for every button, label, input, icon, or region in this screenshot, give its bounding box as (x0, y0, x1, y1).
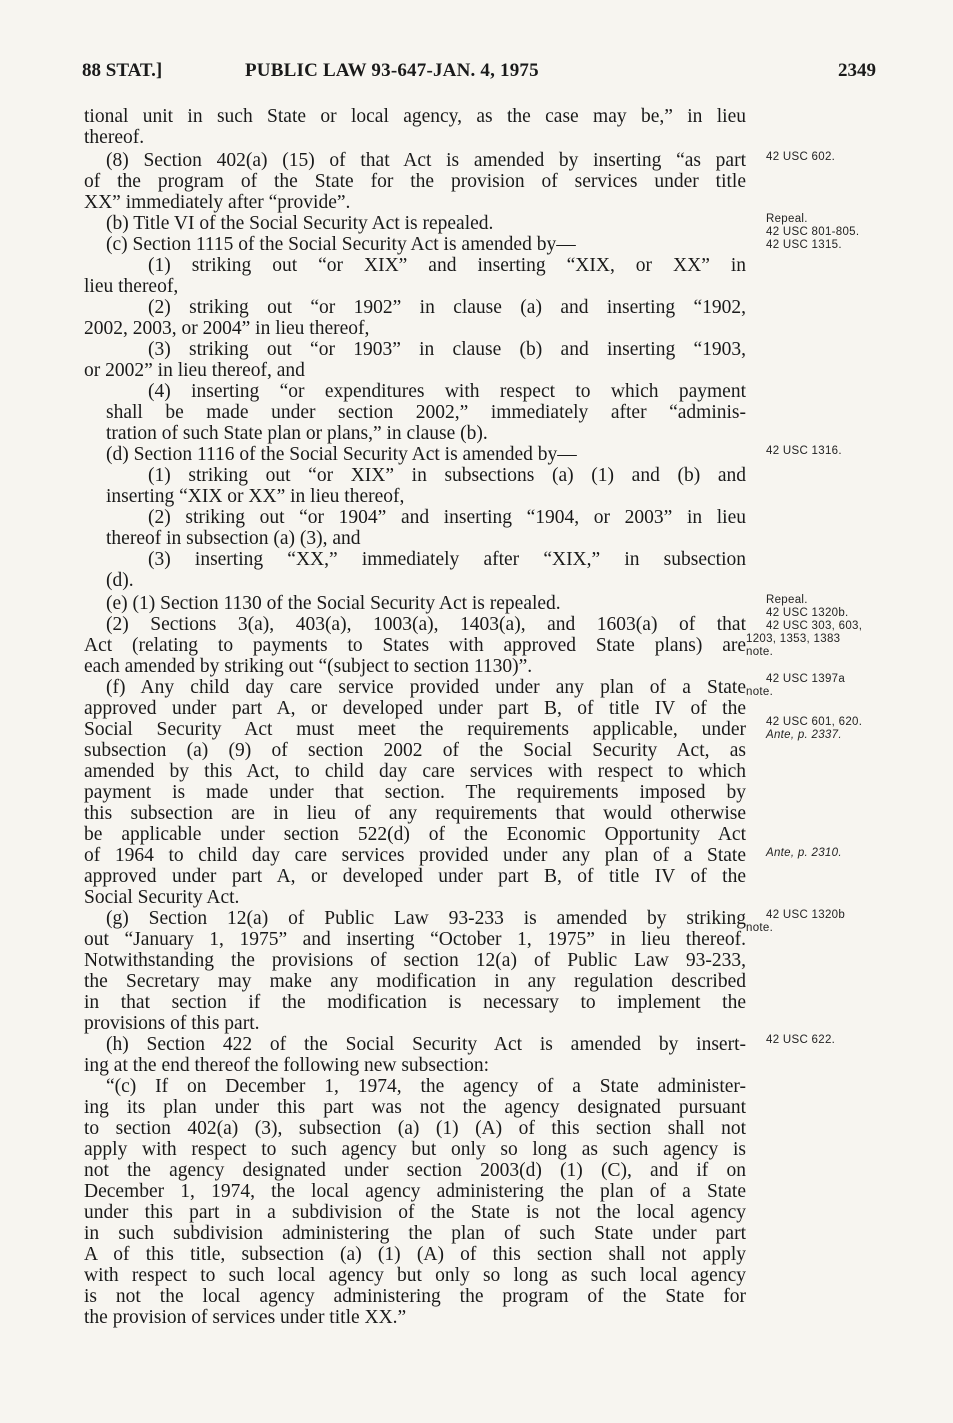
margin-note-line: Repeal. (766, 594, 808, 606)
text-line: this subsection are in lieu of any requirements that would otherwise (84, 803, 746, 824)
text-line: is not the local agency administering the program of the State for (84, 1286, 746, 1307)
text-line: Social Security Act. (84, 887, 240, 908)
text-line: out “January 1, 1975” and inserting “October 1, 1975” in lieu thereof. (84, 929, 746, 950)
margin-note-line: note. (746, 686, 774, 698)
margin-note-line: note. (746, 646, 774, 658)
margin-note (766, 213, 946, 252)
text-line: (c) Section 1115 of the Social Security Act is amended by— (106, 234, 576, 255)
text-line: (b) Title VI of the Social Security Act is repealed. (106, 213, 494, 234)
margin-note-line: 42 USC 622. (766, 1034, 836, 1046)
text-line: ing at the end thereof the following new subsection: (84, 1055, 490, 1076)
text-line: be applicable under section 522(d) of the Economic Opportunity Act (84, 824, 746, 845)
margin-note (766, 1034, 946, 1047)
text-line: thereof. (84, 127, 145, 148)
text-line: amended by this Act, to child day care services with respect to which (84, 761, 746, 782)
text-line: (3) striking out “or 1903” in clause (b) and inserting “1903, (148, 339, 746, 360)
text-line: in such subdivision administering the plan of such State under part (84, 1223, 746, 1244)
text-line: lieu thereof, (84, 276, 179, 297)
text-line: (h) Section 422 of the Social Security Act is amended by insert- (106, 1034, 746, 1055)
page-number: 2349 (838, 60, 876, 81)
text-line: (g) Section 12(a) of Public Law 93-233 is amended by striking (106, 908, 746, 929)
margin-note-line: Ante, p. 2337. (766, 729, 842, 741)
text-line: apply with respect to such agency but only so long as such agency is (84, 1139, 746, 1160)
margin-note-line: 42 USC 1315. (766, 239, 842, 251)
text-line: (e) (1) Section 1130 of the Social Security Act is repealed. (106, 593, 561, 614)
text-line: not the agency designated under section 2003(d) (1) (C), and if on (84, 1160, 746, 1181)
text-line: tration of such State plan or plans,” in clause (b). (106, 423, 488, 444)
margin-note-line: 42 USC 1397a (766, 673, 846, 685)
text-line: approved under part A, or developed under part B, of title IV of the (84, 866, 746, 887)
text-line: Notwithstanding the provisions of section 12(a) of Public Law 93-233, (84, 950, 746, 971)
text-line: ing its plan under this part was not the agency designated pursuant (84, 1097, 746, 1118)
text-line: the Secretary may make any modification in any regulation described (84, 971, 746, 992)
text-line: tional unit in such State or local agency, as the case may be,” in lieu (84, 106, 746, 127)
margin-note-line: note. (746, 922, 774, 934)
text-line: Social Security Act must meet the requirements applicable, under (84, 719, 746, 740)
text-line: A of this title, subsection (a) (1) (A) of this section shall not apply (84, 1244, 746, 1265)
margin-note (766, 847, 946, 860)
text-line: shall be made under section 2002,” immediately after “adminis- (106, 402, 746, 423)
text-line: in that section if the modification is necessary to implement the (84, 992, 746, 1013)
margin-note-line: Ante, p. 2310. (766, 847, 842, 859)
text-line: with respect to such local agency but only so long as such local agency (84, 1265, 746, 1286)
margin-note-line: 42 USC 1320b. (766, 607, 849, 619)
text-line: 2002, 2003, or 2004” in lieu thereof, (84, 318, 370, 339)
margin-note (766, 716, 946, 742)
text-line: inserting “XIX or XX” in lieu thereof, (106, 486, 405, 507)
text-line: “(c) If on December 1, 1974, the agency of a State administer- (106, 1076, 746, 1097)
margin-note-line: 42 USC 602. (766, 151, 836, 163)
margin-note-line: 1203, 1353, 1383 (746, 633, 841, 645)
text-line: (1) striking out “or XIX” and inserting “XIX, or XX” in (148, 255, 746, 276)
text-line: (2) striking out “or 1902” in clause (a) and inserting “1902, (148, 297, 746, 318)
text-line: (d). (106, 570, 134, 591)
margin-note (766, 151, 946, 164)
margin-note-line: 42 USC 303, 603, (766, 620, 863, 632)
margin-note-line: Repeal. (766, 213, 808, 225)
text-line: payment is made under that section. The requirements imposed by (84, 782, 746, 803)
margin-note-line: 42 USC 601, 620. (766, 716, 863, 728)
text-line: (2) Sections 3(a), 403(a), 1003(a), 1403(a), and 1603(a) of that (106, 614, 746, 635)
text-line: (d) Section 1116 of the Social Security Act is amended by— (106, 444, 577, 465)
text-line: thereof in subsection (a) (3), and (106, 528, 361, 549)
text-line: (1) striking out “or XIX” in subsections (a) (1) and (b) and (148, 465, 746, 486)
text-line: Act (relating to payments to States with approved State plans) are (84, 635, 746, 656)
text-line: each amended by striking out “(subject to section 1130)”. (84, 656, 533, 677)
text-line: the provision of services under title XX.” (84, 1307, 407, 1328)
text-line: XX” immediately after “provide”. (84, 192, 351, 213)
text-line: (8) Section 402(a) (15) of that Act is amended by inserting “as part (106, 150, 746, 171)
text-line: to section 402(a) (3), subsection (a) (1) (A) of this section shall not (84, 1118, 746, 1139)
margin-note (746, 909, 946, 935)
margin-note-line: 42 USC 1316. (766, 445, 842, 457)
text-line: of the program of the State for the provision of services under title (84, 171, 746, 192)
text-line: subsection (a) (9) of section 2002 of the Social Security Act, as (84, 740, 746, 761)
text-line: under this part in a subdivision of the State is not the local agency (84, 1202, 746, 1223)
margin-note-line: 42 USC 801-805. (766, 226, 860, 238)
text-line: or 2002” in lieu thereof, and (84, 360, 305, 381)
text-line: (2) striking out “or 1904” and inserting “1904, or 2003” in lieu (148, 507, 746, 528)
margin-note (746, 594, 946, 659)
statute-volume-label: 88 STAT.] (82, 60, 163, 81)
text-line: (f) Any child day care service provided under any plan of a State (106, 677, 746, 698)
text-line: provisions of this part. (84, 1013, 260, 1034)
margin-note-line: 42 USC 1320b (766, 909, 846, 921)
text-line: (3) inserting “XX,” immediately after “XIX,” in subsection (148, 549, 746, 570)
text-line: December 1, 1974, the local agency administering the plan of a State (84, 1181, 746, 1202)
text-line: of 1964 to child day care services provided under any plan of a State (84, 845, 746, 866)
page-title: PUBLIC LAW 93-647-JAN. 4, 1975 (245, 60, 539, 81)
text-line: (4) inserting “or expenditures with respect to which payment (148, 381, 746, 402)
margin-note (766, 445, 946, 458)
text-line: approved under part A, or developed under part B, of title IV of the (84, 698, 746, 719)
margin-note (746, 673, 946, 699)
